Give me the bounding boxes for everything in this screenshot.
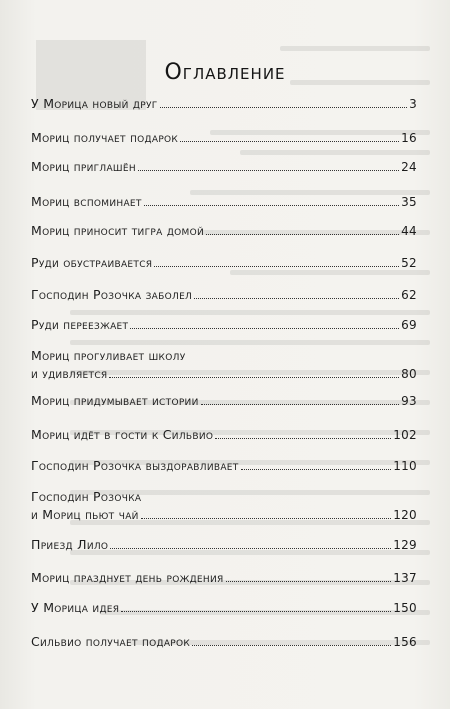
toc-page-number: 35 — [401, 195, 417, 209]
toc-page-number: 120 — [393, 508, 417, 522]
dot-leader — [226, 581, 392, 582]
toc-entry[interactable] — [31, 222, 417, 240]
toc-page-number: 62 — [401, 288, 417, 302]
toc-entry-title: Руди переезжает — [31, 317, 129, 332]
toc-entry[interactable] — [31, 633, 417, 651]
toc-page-number: 16 — [401, 131, 417, 145]
dot-leader — [160, 107, 408, 108]
toc-entry[interactable] — [31, 129, 417, 147]
toc-page-number: 24 — [401, 160, 417, 174]
toc-entry-title: Приезд Лило — [31, 537, 109, 552]
dot-leader — [192, 645, 391, 646]
dot-leader — [201, 404, 400, 405]
toc-entry[interactable] — [31, 316, 417, 334]
toc-entry[interactable] — [31, 158, 417, 176]
dot-leader — [138, 170, 399, 171]
toc-entry-title: Мориц получает подарок — [31, 130, 179, 145]
toc-entry-title: Мориц приглашён — [31, 159, 136, 174]
toc-entry-title: У Морица новый друг — [31, 96, 158, 111]
toc-entry-title: Мориц празднует день рождения — [31, 570, 224, 585]
toc-entry-title: Господин Розочка — [31, 489, 142, 504]
toc-entry[interactable] — [31, 193, 417, 211]
toc-entry-title: Мориц вспоминает — [31, 194, 142, 209]
page-title: Оглавление — [164, 60, 286, 85]
toc-entry-title: Мориц идёт в гости к Сильвио — [31, 427, 214, 442]
dot-leader — [130, 328, 399, 329]
toc-entry[interactable] — [31, 426, 417, 444]
toc-entry-title: и Мориц пьют чай — [31, 507, 139, 522]
toc-entry[interactable] — [31, 392, 417, 410]
dot-leader — [144, 205, 399, 206]
toc-entry-title: Сильвио получает подарок — [31, 634, 191, 649]
dot-leader — [194, 298, 399, 299]
dot-leader — [215, 438, 391, 439]
toc-page-number: 52 — [401, 256, 417, 270]
toc-page-number: 3 — [409, 97, 417, 111]
toc-page-number: 129 — [393, 538, 417, 552]
toc-page-number: 102 — [393, 428, 417, 442]
toc-entry-title: Мориц придумывает истории — [31, 393, 199, 408]
toc-entry[interactable] — [31, 286, 417, 304]
toc-page-number: 137 — [393, 571, 417, 585]
toc-entry[interactable] — [31, 599, 417, 617]
toc-page-number: 93 — [401, 394, 417, 408]
toc-entry[interactable] — [31, 457, 417, 475]
toc-entry[interactable] — [31, 95, 417, 113]
dot-leader — [110, 548, 391, 549]
toc-page-number: 110 — [393, 459, 417, 473]
dot-leader — [109, 377, 399, 378]
toc-entry-title: Господин Розочка выздоравливает — [31, 458, 239, 473]
toc-entry-title: Руди обустраивается — [31, 255, 153, 270]
toc-entry[interactable] — [31, 488, 417, 524]
toc-entry-title: У Морица идея — [31, 600, 120, 615]
toc-entry[interactable] — [31, 569, 417, 587]
toc-page-number: 80 — [401, 367, 417, 381]
toc-entry[interactable] — [31, 254, 417, 272]
dot-leader — [241, 469, 392, 470]
toc-page-number: 69 — [401, 318, 417, 332]
toc-entry-title: и удивляется — [31, 366, 108, 381]
toc-entry-title: Мориц прогуливает школу — [31, 348, 186, 363]
toc-entry[interactable] — [31, 347, 417, 383]
toc-page-number: 150 — [393, 601, 417, 615]
toc-page-number: 44 — [401, 224, 417, 238]
dot-leader — [180, 141, 399, 142]
dot-leader — [206, 234, 399, 235]
toc-entry[interactable] — [31, 536, 417, 554]
toc-entry-title: Господин Розочка заболел — [31, 287, 193, 302]
toc-page-number: 156 — [393, 635, 417, 649]
toc-entry-title: Мориц приносит тигра домой — [31, 223, 205, 238]
dot-leader — [141, 518, 392, 519]
dot-leader — [154, 266, 399, 267]
dot-leader — [121, 611, 391, 612]
